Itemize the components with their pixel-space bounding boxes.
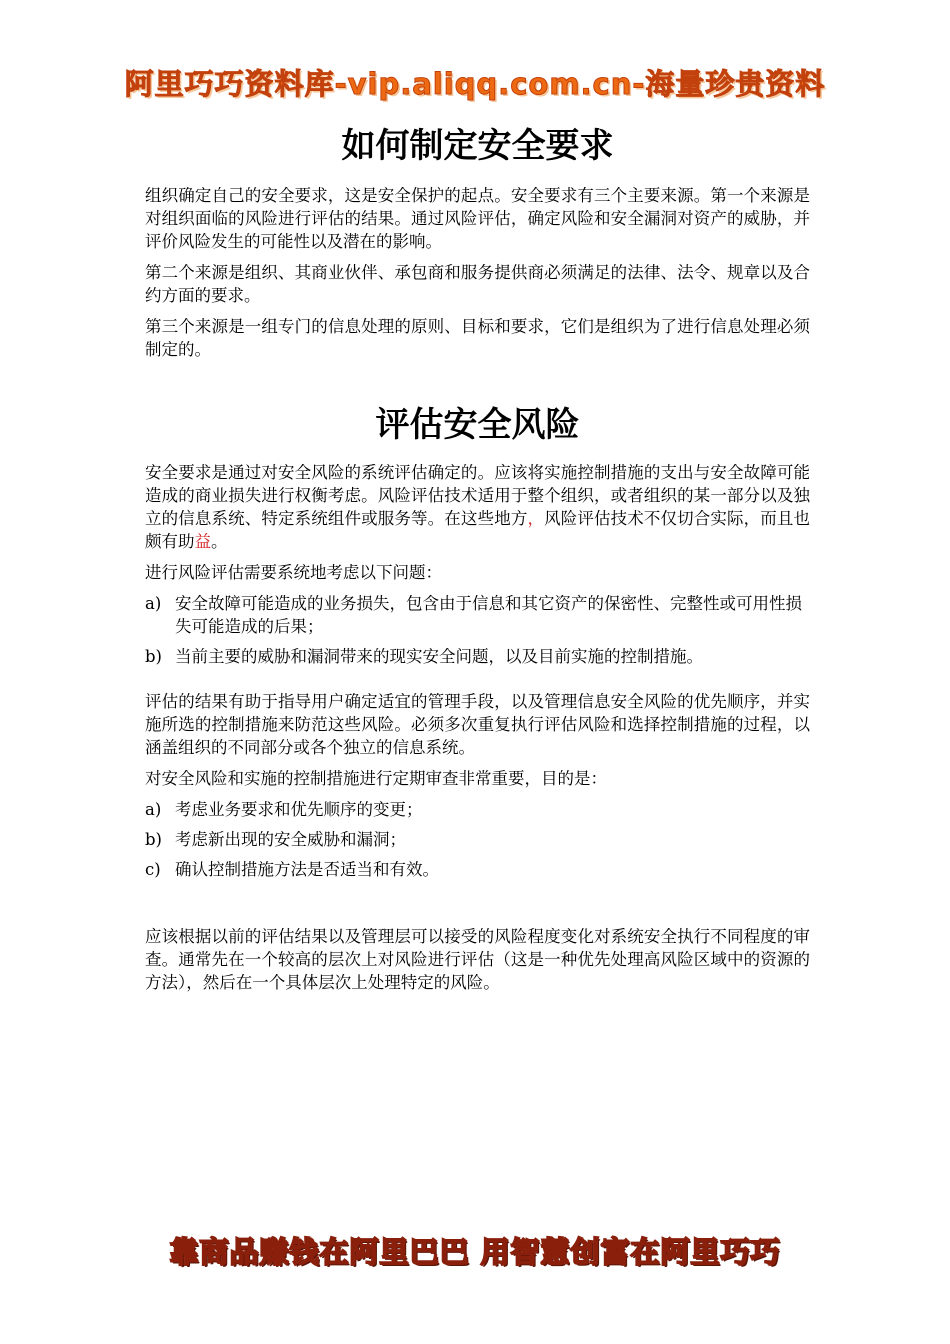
list-marker: a) — [145, 800, 162, 819]
highlighted-char: 益 — [194, 532, 211, 551]
section2-body — [145, 461, 810, 675]
paragraph: 第三个来源是一组专门的信息处理的原则、目标和要求，它们是组织为了进行信息处理必须制定的。 — [145, 317, 810, 359]
list-item-text: 确认控制措施方法是否适当和有效。 — [175, 860, 439, 879]
list-marker: b) — [145, 830, 162, 849]
section-title-risk-assessment: 评估安全风险 — [375, 405, 580, 445]
list-item — [145, 798, 810, 821]
list-item-text: 考虑业务要求和优先顺序的变更； — [175, 800, 423, 819]
list-marker: b) — [145, 647, 162, 666]
list-marker: c) — [145, 860, 161, 879]
list-item — [145, 645, 810, 668]
paragraph-text: 。 — [211, 532, 228, 551]
paragraph: 对安全风险和实施的控制措施进行定期审查非常重要，目的是： — [145, 769, 607, 788]
paragraph: 组织确定自己的安全要求，这是安全保护的起点。安全要求有三个主要来源。第一个来源是对组织面临的风险进行评估的结果。通过风险评估，确定风险和安全漏洞对资产的威胁，并评价风险发生的可能性以及潜在的影响。 — [145, 186, 810, 251]
paragraph: 评估的结果有助于指导用户确定适宜的管理手段，以及管理信息安全风险的优先顺序，并实施所选的控制措施来防范这些风险。必须多次重复执行评估风险和选择控制措施的过程，以涵盖组织的不同部分或各个独立的信息系统。 — [145, 692, 810, 757]
paragraph — [145, 461, 810, 553]
section2-body-final — [145, 925, 810, 1002]
section2-body-continued — [145, 690, 810, 888]
list-item — [145, 592, 810, 638]
list-item-text: 考虑新出现的安全威胁和漏洞； — [175, 830, 406, 849]
list-item — [145, 858, 810, 881]
section1-body — [145, 184, 810, 369]
paragraph-text: 安全要求是通过对安全风险的系统评估确定的。应该将实施控制措施的支出与安全故障可能造成的商业损失进行权衡考虑。风险评估技术适用于整个组织，或者组织的某一部分以及独立的信息系统、特定系统组件或服务等。在这些地方 — [145, 463, 810, 528]
paragraph: 第二个来源是组织、其商业伙伴、承包商和服务提供商必须满足的法律、法令、规章以及合约方面的要求。 — [145, 263, 810, 305]
list-item-text: 当前主要的威胁和漏洞带来的现实安全问题，以及目前实施的控制措施。 — [175, 647, 703, 666]
footer-banner: 靠商品赚钱在阿里巴巴 用智慧创富在阿里巧巧 — [169, 1235, 781, 1269]
list-item-text: 安全故障可能造成的业务损失，包含由于信息和其它资产的保密性、完整性或可用性损失可能造成的后果； — [175, 594, 802, 636]
highlighted-comma: ， — [527, 509, 545, 528]
list-item — [145, 828, 810, 851]
paragraph: 应该根据以前的评估结果以及管理层可以接受的风险程度变化对系统安全执行不同程度的审查。通常先在一个较高的层次上对风险进行评估（这是一种优先处理高风险区域中的资源的方法），然后在一个具体层次上处理特定的风险。 — [145, 927, 810, 992]
paragraph: 进行风险评估需要系统地考虑以下问题： — [145, 563, 442, 582]
header-banner: 阿里巧巧资料库-vip.aliqq.com.cn-海量珍贵资料 — [124, 67, 826, 101]
list-marker: a) — [145, 594, 162, 613]
paragraph-text: 风险评估技术不仅切合实际，而且也颇有助 — [145, 509, 811, 551]
section-title-security-requirements: 如何制定安全要求 — [341, 126, 614, 166]
